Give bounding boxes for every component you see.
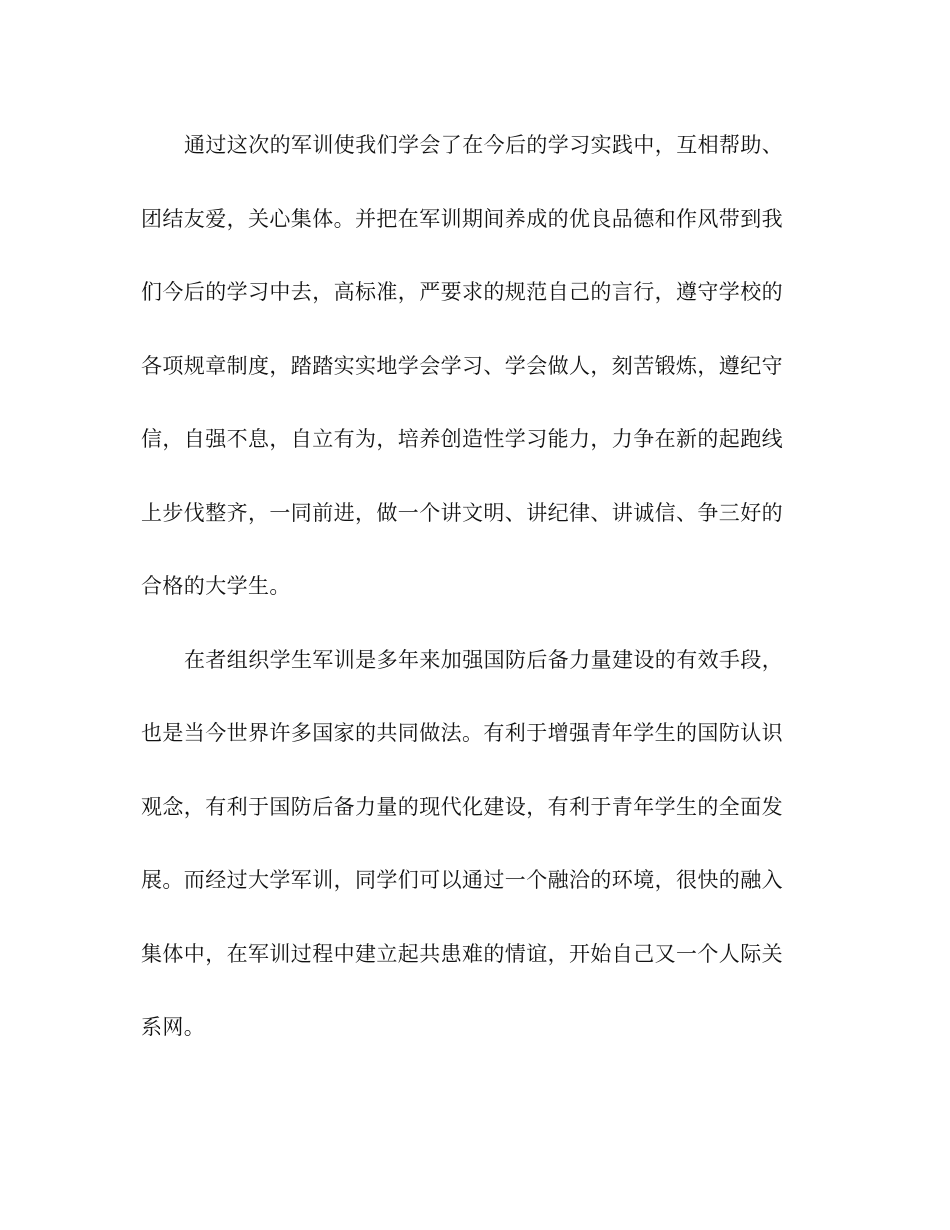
text-line: 集体中，在军训过程中建立起共患难的情谊，开始自己又一个人际关: [141, 941, 783, 966]
text-line: 展。而经过大学军训，同学们可以通过一个融洽的环境，很快的融入: [141, 868, 783, 892]
document-body: [141, 125, 793, 1081]
text-line: 系网。: [141, 1015, 206, 1039]
text-line: 在者组织学生军训是多年来加强国防后备力量建设的有效手段，: [184, 647, 784, 672]
text-line: 团结友爱，关心集体。并把在军训期间养成的优良品德和作风带到我: [141, 206, 783, 231]
text-line: 上步伐整齐，一同前进，做一个讲文明、讲纪律、讲诚信、争三好的: [141, 500, 783, 525]
text-line: 信，自强不息，自立有为，培养创造性学习能力，力争在新的起跑线: [141, 427, 783, 451]
text-line: 通过这次的军训使我们学会了在今后的学习实践中，互相帮助、: [184, 133, 784, 157]
paragraph-1: [141, 125, 793, 640]
text-line: 观念，有利于国防后备力量的现代化建设，有利于青年学生的全面发: [141, 794, 783, 819]
text-line: 合格的大学生。: [141, 574, 291, 598]
text-line: 们今后的学习中去，高标准，严要求的规范自己的言行，遵守学校的: [141, 280, 783, 304]
text-line: 各项规章制度，踏踏实实地学会学习、学会做人，刻苦锻炼，遵纪守: [141, 353, 783, 378]
text-line: 也是当今世界许多国家的共同做法。有利于增强青年学生的国防认识: [141, 721, 783, 745]
paragraph-2: [141, 640, 793, 1081]
